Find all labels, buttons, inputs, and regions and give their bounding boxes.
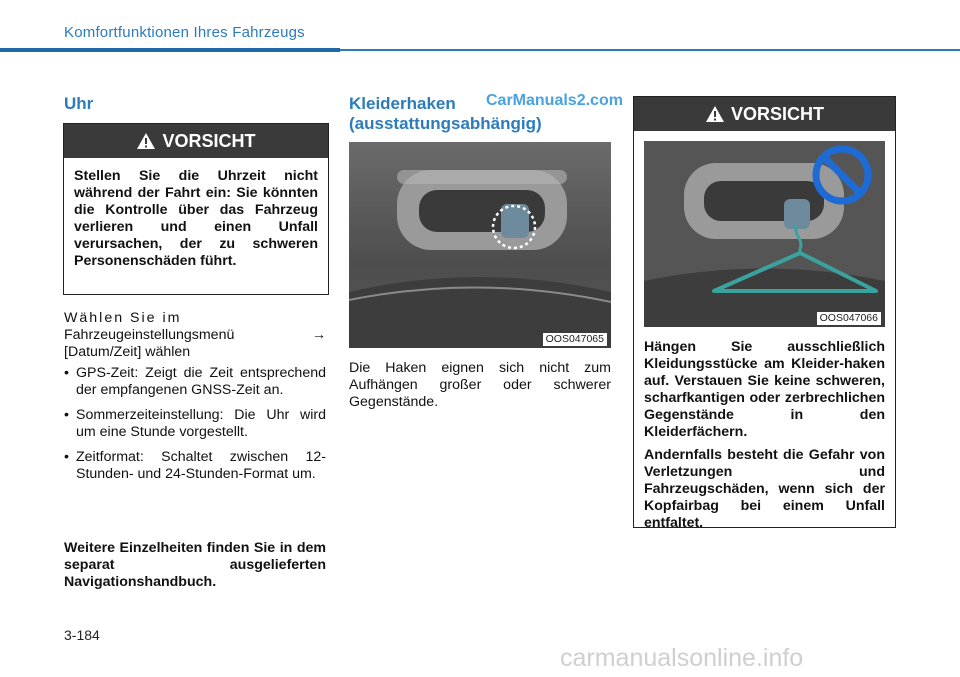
caution-title: VORSICHT xyxy=(730,103,824,124)
photo-label: OOS047066 xyxy=(817,312,881,325)
clock-bullet-list xyxy=(64,365,326,483)
arrow-right-icon: → xyxy=(311,327,326,343)
caution-text: Stellen Sie die Uhrzeit nicht während der Fahrt ein: Sie könnten die Kontrolle über das Fahrzeug verlieren und einen Unfall verursachen, der zu schweren Personenschäden führt. xyxy=(74,168,318,269)
clock-intro xyxy=(64,310,326,491)
caution-box-clock xyxy=(63,123,329,295)
watermark-text: CarManuals2.com xyxy=(486,92,623,109)
photo-label: OOS047065 xyxy=(543,333,607,346)
warning-icon xyxy=(136,132,156,150)
footer-site-mark: carmanualsonline.info xyxy=(560,644,804,672)
header-rule-light xyxy=(340,49,960,51)
navigation-note: Weitere Einzelheiten finden Sie in dem separat ausgelieferten Navigationshandbuch. xyxy=(64,540,326,590)
caution-box-hook xyxy=(633,96,896,531)
caution-header xyxy=(64,124,328,158)
list-item: • Zeitformat: Schaltet zwischen 12-Stunden- und 24-Stunden-Format um. xyxy=(64,449,326,483)
photo-coat-hook xyxy=(349,142,611,348)
coat-hook-text: Die Haken eignen sich nicht zum Aufhängen großer oder schwerer Gegenstände. xyxy=(349,360,611,410)
caution-text xyxy=(634,327,895,548)
caution-paragraph-2: Andernfalls besteht die Gefahr von Verletzungen und Fahrzeugschäden, wenn sich der Kopfairbag bei einem Unfall entfaltet. xyxy=(644,447,885,531)
intro-line-2: Fahrzeugeinstellungsmenü → xyxy=(64,327,326,343)
heading-uhr: Uhr xyxy=(64,94,94,113)
page-number: 3-184 xyxy=(64,627,100,643)
caution-header xyxy=(634,97,895,131)
coat-hook-image xyxy=(349,142,611,348)
list-item: • GPS-Zeit: Zeigt die Zeit entsprechend der empfangenen GNSS-Zeit an. xyxy=(64,365,326,399)
header-rule-dark xyxy=(0,48,340,52)
warning-icon xyxy=(705,105,725,123)
intro-line-1: Wählen Sie im xyxy=(64,310,182,326)
section-title: Komfortfunktionen Ihres Fahrzeugs xyxy=(64,24,305,41)
heading-kleiderhaken: Kleiderhaken (ausstattungsabhängig) xyxy=(349,94,542,133)
hook-prohibited-image xyxy=(644,141,885,327)
list-item: • Sommerzeiteinstellung: Die Uhr wird um eine Stunde vorgestellt. xyxy=(64,407,326,441)
photo-hook-prohibited xyxy=(644,141,885,327)
caution-title: VORSICHT xyxy=(162,130,256,151)
intro-line-3: [Datum/Zeit] wählen xyxy=(64,344,191,360)
caution-paragraph-1: Hängen Sie ausschließlich Kleidungsstücke am Kleider-haken auf. Verstauen Sie keine schweren, scharfkantigen oder zerbrechlichen Gegenstände in den Kleiderfächern. xyxy=(644,339,885,440)
